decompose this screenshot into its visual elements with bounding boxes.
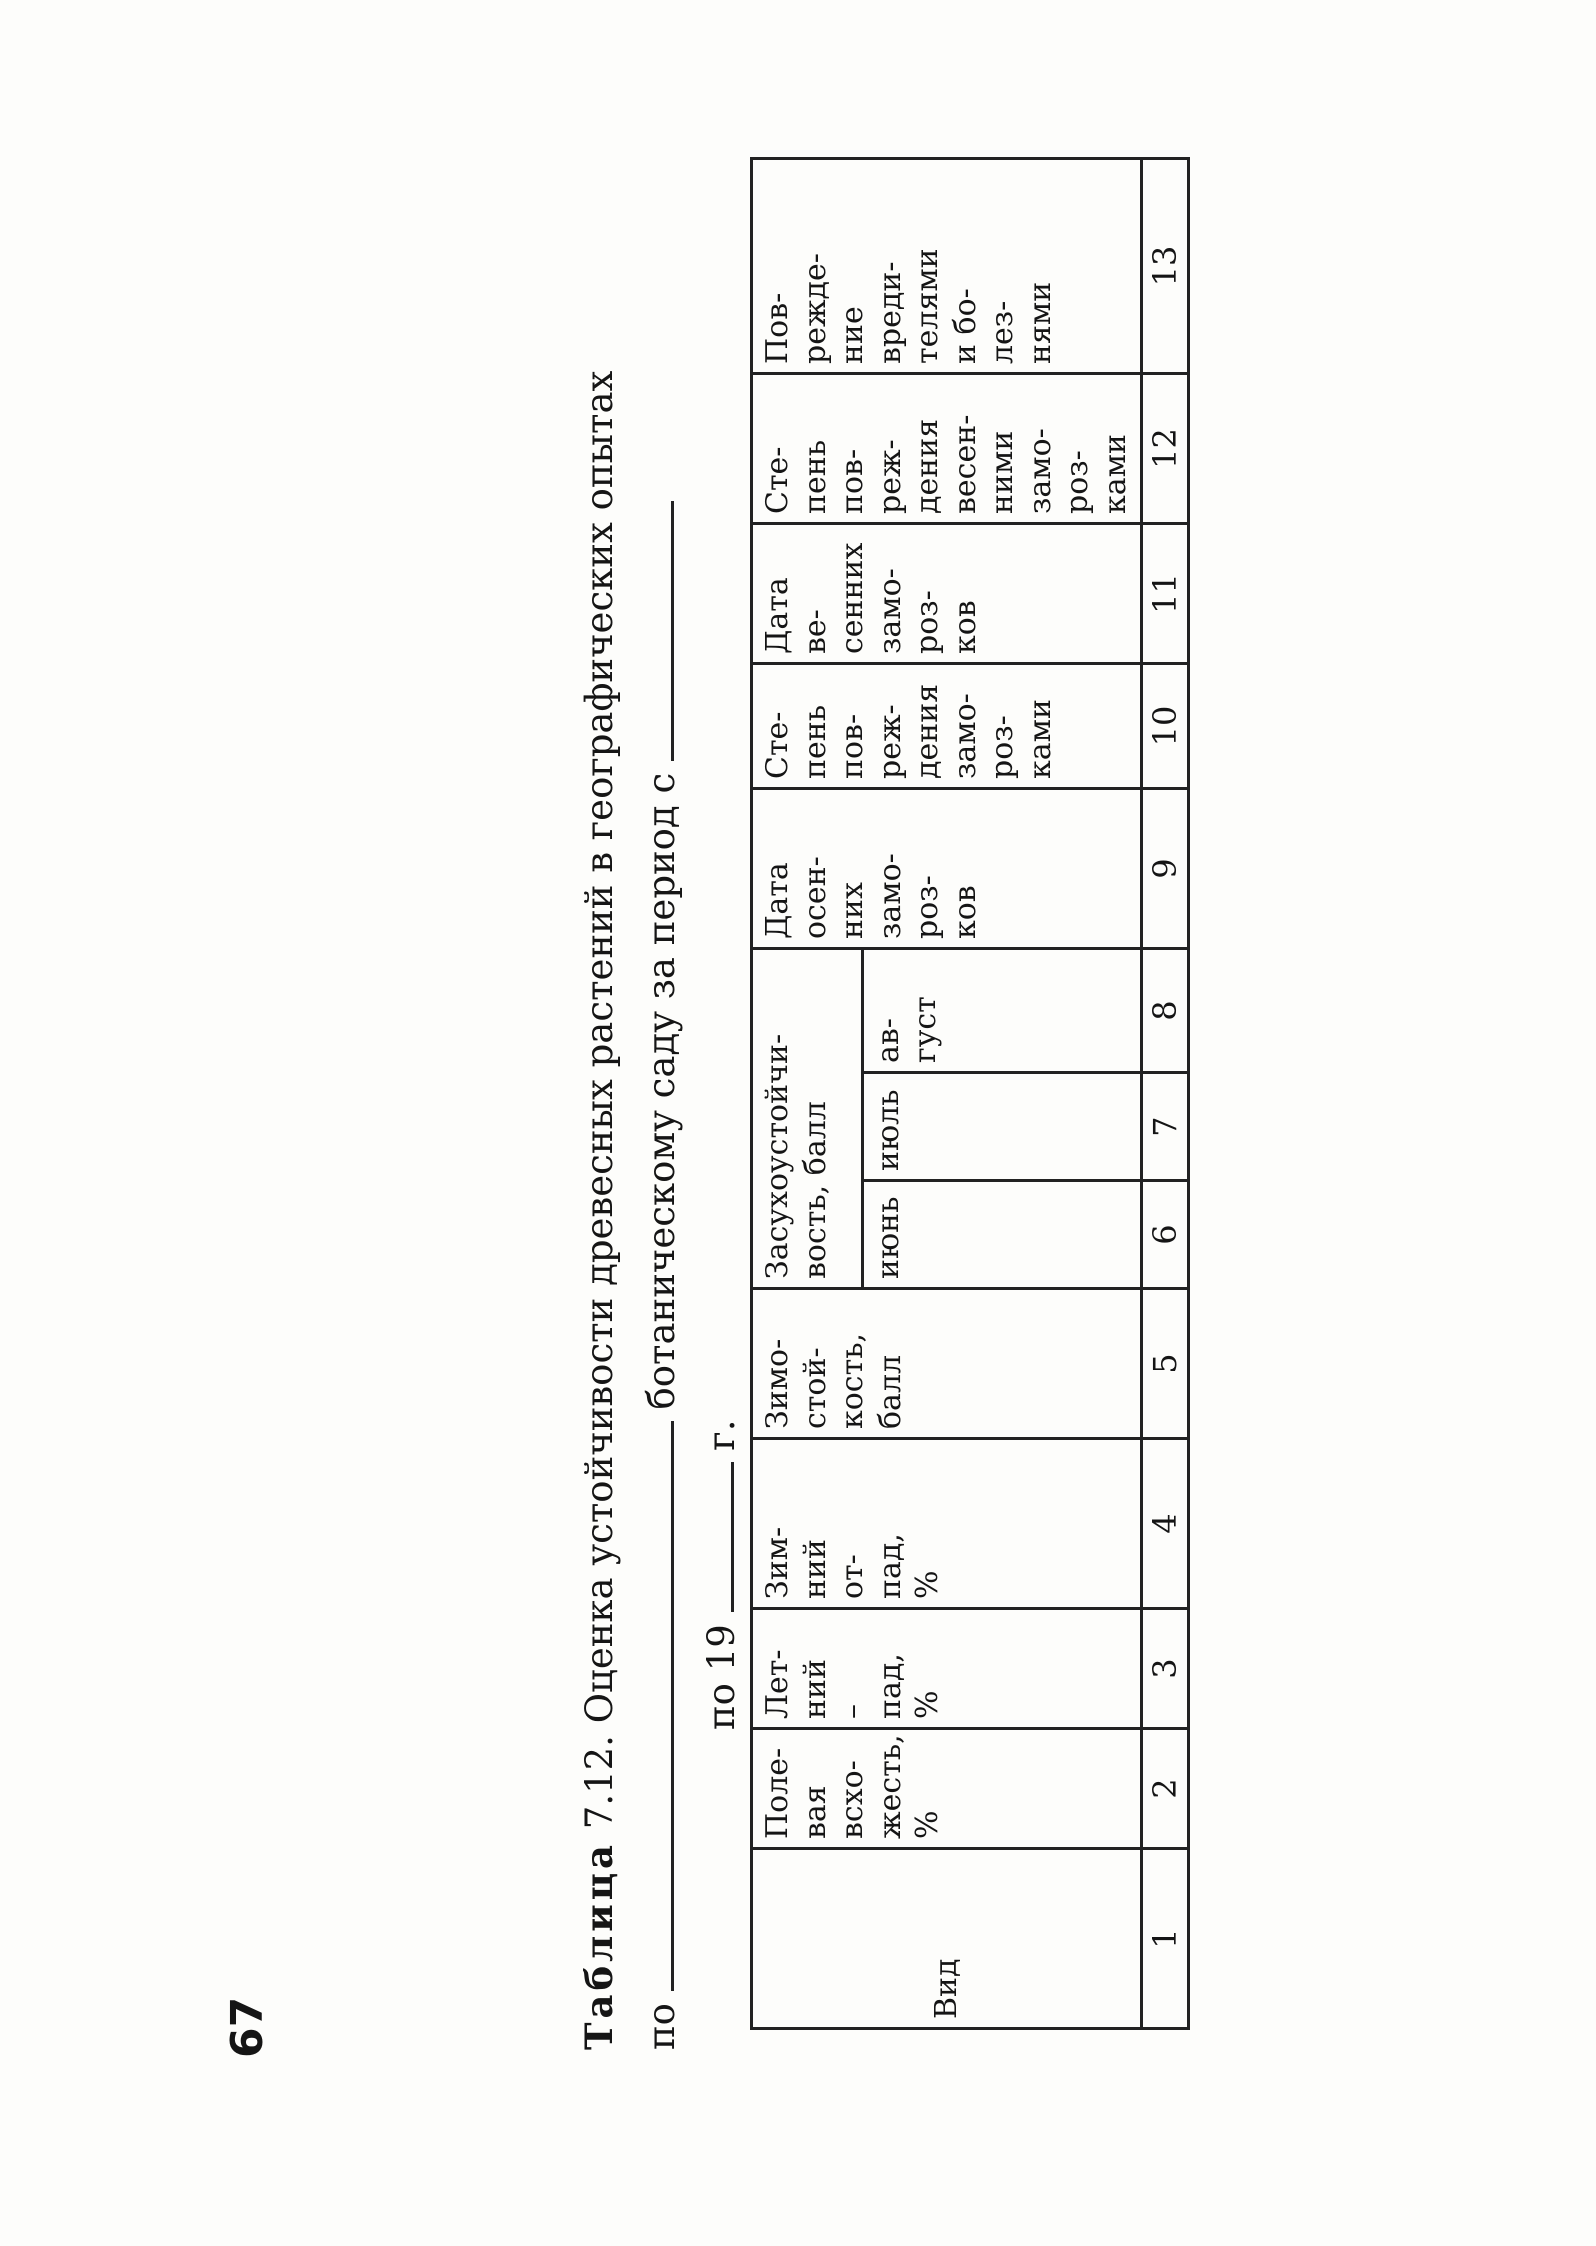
column-header: Поле- вая всхо- жесть, % [752,1729,1142,1849]
subcolumn-header: ав- густ [862,949,1141,1073]
column-number: 3 [1142,1609,1189,1729]
assessment-table [750,157,1190,2030]
title-line2-mid: ботаническому саду за период с [640,772,683,1410]
page-number: 67 [222,1996,273,2058]
column-number: 2 [1142,1729,1189,1849]
table-title [575,130,750,2050]
column-header: Дата ве- сенних замо- роз- ков [752,524,1142,664]
title-line-3 [700,1419,743,1730]
title-line-2 [640,501,683,2050]
column-header: Сте- пень пов- реж- дения весен- ними замо- роз- ками [752,374,1142,524]
subcolumn-header: июль [862,1073,1141,1181]
column-header: Зим- ний от- пад, % [752,1439,1142,1609]
blank-line [701,1462,734,1612]
title-prefix: Таблица [577,1840,621,2050]
column-header: Зимо- стой- кость, балл [752,1289,1142,1439]
column-number: 6 [1142,1181,1189,1289]
title-text: 7.12. Оценка устойчивости древесных растений в географических опытах [578,370,621,1830]
column-number: 13 [1142,159,1189,374]
column-header: Лет- ний – пад, % [752,1609,1142,1729]
column-header: Вид [752,1849,1142,2029]
title-line2-start: по [640,2003,683,2050]
header-row [752,159,863,2029]
column-header: Засухоустойчи- вость, балл [752,949,863,1289]
column-number: 12 [1142,374,1189,524]
title-line3-start: по 19 [700,1624,743,1730]
column-number: 11 [1142,524,1189,664]
blank-line [641,1421,674,1991]
rotated-page-content [575,130,1345,2050]
column-number-row [1142,159,1189,2029]
title-line-1 [577,370,621,2050]
title-line3-end: г. [700,1419,743,1451]
subcolumn-header: июнь [862,1181,1141,1289]
blank-line [641,501,674,761]
column-number: 4 [1142,1439,1189,1609]
column-header: Пов- режде- ние вреди- телями и бо- лез- нями [752,159,1142,374]
column-header: Сте- пень пов- реж- дения замо- роз- ками [752,664,1142,789]
column-number: 8 [1142,949,1189,1073]
column-number: 9 [1142,789,1189,949]
column-number: 10 [1142,664,1189,789]
column-header: Дата осен- них замо- роз- ков [752,789,1142,949]
column-number: 1 [1142,1849,1189,2029]
column-number: 5 [1142,1289,1189,1439]
column-number: 7 [1142,1073,1189,1181]
